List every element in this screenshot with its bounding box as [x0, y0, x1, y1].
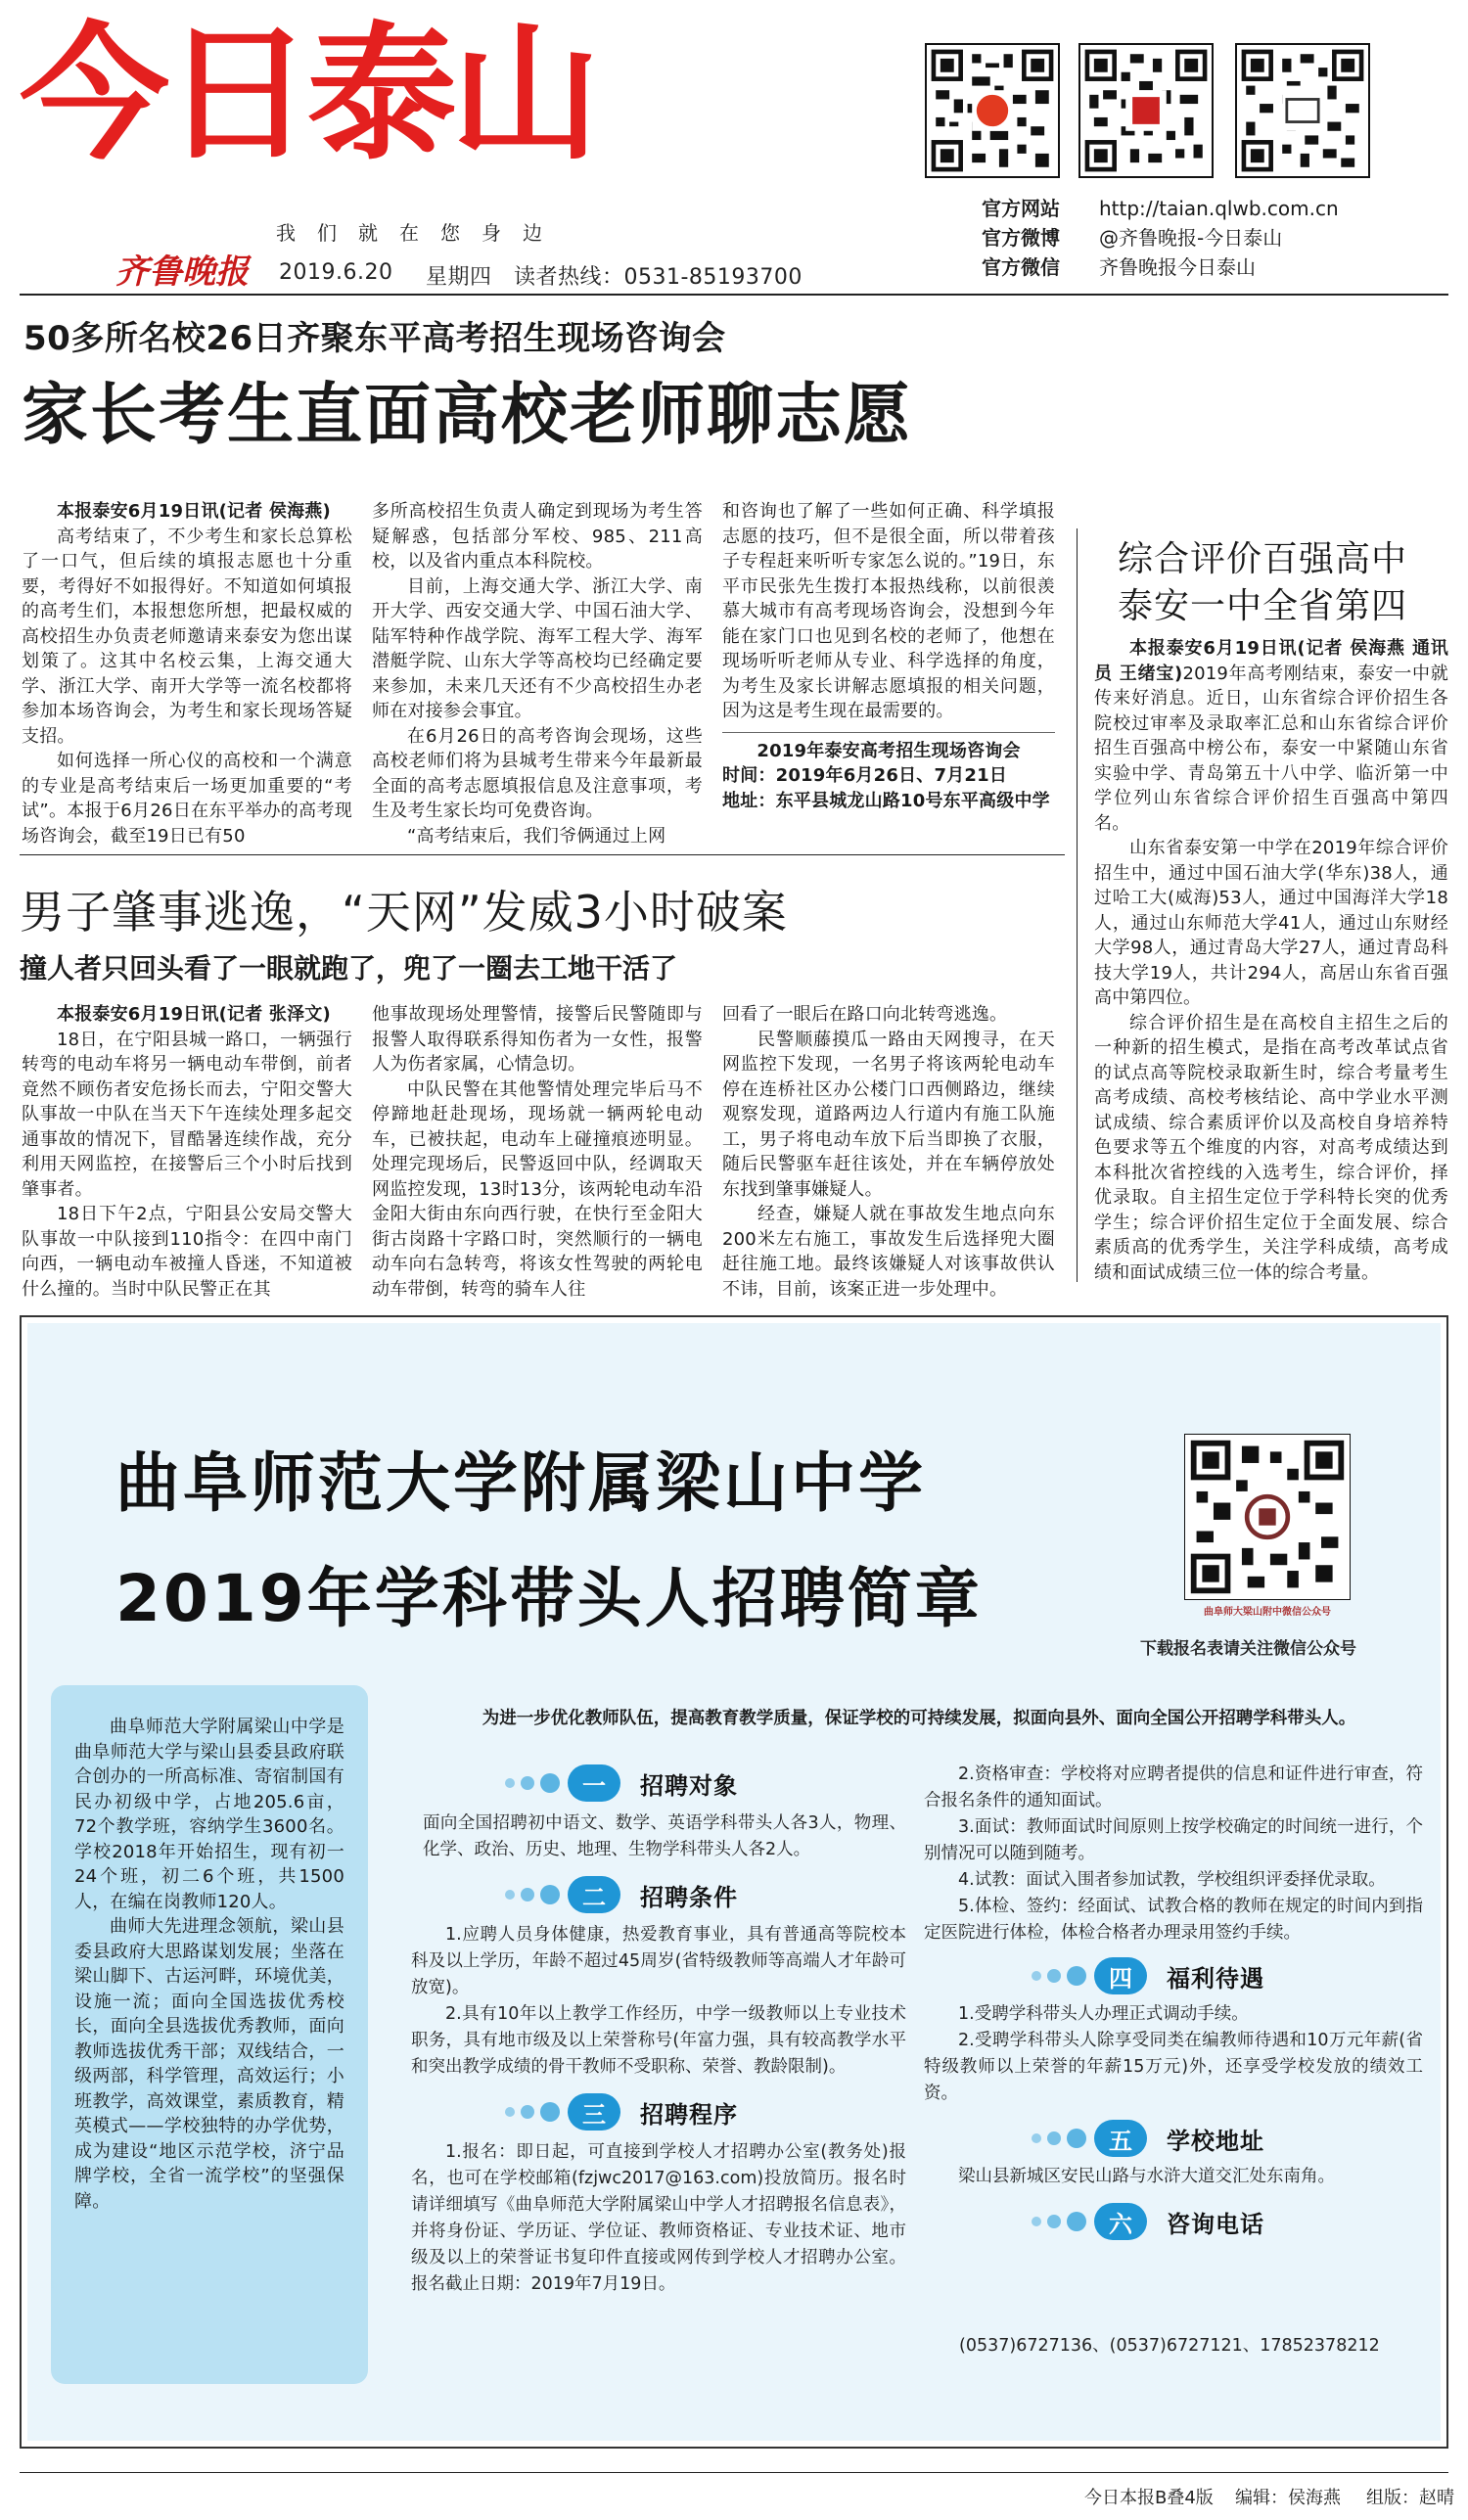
ad-qr-caption: 曲阜师大梁山附中微信公众号: [1204, 1607, 1331, 1618]
official-wechat-row: 官方微信 齐鲁晚报今日泰山: [982, 255, 1256, 279]
section-4-text: 1.受聘学科带头人办理正式调动手续。 2.受聘学科带头人除享受同类在编教师待遇和10万元年薪(省特级教师以上荣誉的年薪15万元)外，还享受学校发放的绩效工资。: [924, 2004, 1423, 2103]
official-channels: [982, 194, 1451, 282]
section-5-text: 梁山县新城区安民山路与水浒大道交汇处东南角。: [958, 2167, 1335, 2186]
footer-editor: 编辑：侯海燕: [1235, 2488, 1341, 2508]
section-heading-1: 一 招聘对象: [411, 1762, 906, 1805]
article1-col1: 本报泰安6月19日讯(记者 侯海燕) 高考结束了，不少考生和家长总算松了一口气，但后续的填报志愿也十分重要，考得好不如报得好。不知道如何填报的高考生们，本报想您所想，把最权威的高校招生办负责老师邀请来泰安为您出谋划策了。这其中名校云集，上海交通大学、浙江大学、南开大学等一流名校都将参加本场咨询会，为考生和家长现场答疑支招。 如何选择一所心仪的高校和一个满意的专业是高考结束后一场更加重要的“考试”。本报于6月26日在东平举办的高考现场咨询会，截至19日已有50: [22, 501, 352, 847]
section-1-text: 面向全国招聘初中语文、数学、英语学科带头人各3人，物理、化学、政治、历史、地理、生物学科带头人各2人。: [423, 1813, 906, 1859]
section-heading-2: 二 招聘条件: [411, 1873, 906, 1916]
section-heading-4: 四 福利待遇: [924, 1954, 1423, 1997]
article2-byline: 本报泰安6月19日讯(记者 张泽文): [57, 1004, 331, 1025]
footer-page: 今日本报B叠4版: [1084, 2488, 1214, 2508]
article2-subheadline: 撞人者只回头看了一眼就跑了，兜了一圈去工地干活了: [20, 952, 678, 985]
masthead-slogan: 我们就在您身边: [276, 221, 564, 245]
section-2-text: 1.应聘人员身体健康，热爱教育事业，具有普通高等院校本科及以上学历，年龄不超过45周岁(省特级教师等高端人才年龄可放宽)。 2.具有10年以上教学工作经历，中学一级教师以上专业技术职务，具有地市级及以上荣誉称号(年富力强，具有较高教学水平和突出教学成绩的骨干教师不受职称、荣誉、教龄限制)。: [411, 1925, 906, 2077]
section-heading-6: 六 咨询电话: [924, 2200, 1423, 2243]
section-3-text: 1.报名：即日起，可直接到学校人才招聘办公室(教务处)报名，也可在学校邮箱(fzjwc2017@163.com)投放简历。报名时请详细填写《曲阜师范大学附属梁山中学人才招聘报名信息表》，并将身份证、学历证、学位证、教师资格证、专业技术证、地市级及以上的荣誉证书复印件直接或网传到学校人才招聘办公室。报名截止日期：2019年7月19日。: [411, 2142, 906, 2294]
qr-code-icon: [925, 43, 1060, 178]
section-6-phone: (0537)6727136、(0537)6727121、17852378212: [959, 2336, 1380, 2356]
article2-col2: 他事故现场处理警情，接警后民警随即与报警人取得联系得知伤者为一女性，报警人为伤者家属，心情急切。 中队民警在其他警情处理完毕后马不停蹄地赶赴现场，现场就一辆两轮电动车，已被扶起，电动车上碰撞痕迹明显。处理完现场后，民警返回中队，经调取天网监控发现，13时13分，该两轮电动车沿金阳大街由东向西行驶，在快行至金阳大街古岗路十字路口时，突然顺行的一辆电动车向右急转弯，将该女性驾驶的两轮电动车带倒，转弯的骑车人往: [372, 1004, 703, 1300]
side-article-byline: 本报泰安6月19日讯(记者 侯海燕 通讯员 王绪宝): [1094, 638, 1448, 684]
event-title: 2019年泰安高考招生现场咨询会: [757, 740, 1021, 761]
article1-col2: 多所高校招生负责人确定到现场为考生答疑解惑，包括部分军校、985、211高校，以及省内重点本科院校。 目前，上海交通大学、浙江大学、南开大学、西安交通大学、中国石油大学、陆军特种作战学院、海军工程大学、海军潜艇学院、山东大学等高校均已经确定要来参加，未来几天还有不少高校招生办老师在对接参会事宜。 在6月26日的高考咨询会现场，这些高校老师们将为县城考生带来今年最新最全面的高考志愿填报信息及注意事项，考生及考生家长均可免费咨询。 “高考结束后，我们爷俩通过上网: [372, 501, 703, 847]
section-heading-5: 五 学校地址: [924, 2117, 1423, 2160]
side-article-body: 本报泰安6月19日讯(记者 侯海燕 通讯员 王绪宝)2019年高考刚结束，泰安一中就传来好消息。近日，山东省综合评价招生各院校过审率及录取率汇总和山东省综合评价招生百强高中榜公布，泰安一中紧随山东省实验中学、青岛第五十八中学、临沂第一中学位列山东省综合评价招生百强高中第四名。 山东省泰安第一中学在2019年综合评价招生中，通过中国石油大学(华东)38人，通过哈工大(威海)53人，通过中国海洋大学18人，通过山东师范大学41人，通过山东财经大学98人，通过青岛大学27人，通过青岛科技大学19人，共计294人，高居山东省百强高中第四位。 综合评价招生是在高校自主招生之后的一种新的招生模式，是指在高考改革试点省的试点高等院校录取新生时，综合考量考生高考成绩、高校考核结论、高中学业水平测试成绩、综合素质评价以及高校自身培养特色要求等五个维度的内容，对高考成绩达到本科批次省控线的入选考生，综合评价，择优录取。自主招生定位于学科特长突的优秀学生；综合评价招生定位于全面发展、综合素质高的优秀学生，关注学科成绩，高考成绩和面试成绩三位一体的综合考量。: [1094, 638, 1448, 1283]
article-divider: [20, 854, 1065, 855]
ad-title-line1: 曲阜师范大学附属梁山中学: [115, 1445, 926, 1521]
reader-hotline: 读者热线：0531-85193700: [514, 265, 803, 290]
qr-code-icon: [1078, 43, 1214, 178]
paper-name-logo: 齐鲁晚报: [115, 252, 249, 292]
qr-code-icon: [1235, 43, 1370, 178]
ad-title-line2: 2019年学科带头人招聘简章: [115, 1561, 983, 1636]
article2-col1: 本报泰安6月19日讯(记者 张泽文) 18日，在宁阳县城一路口，一辆强行转弯的电动车将另一辆电动车带倒，前者竟然不顾伤者安危扬长而去，宁阳交警大队事故一中队在当天下午连续处理多起交通事故的情况下，冒酷暑连续作战，充分利用天网监控，在接警后三个小时后找到肇事者。 18日下午2点，宁阳县公安局交警大队事故一中队接到110指令：在四中南门向西，一辆电动车被撞人昏迷，不知道被什么撞的。当时中队民警正在其: [22, 1004, 352, 1300]
issue-weekday: 星期四: [426, 265, 492, 290]
official-wechat-name: 齐鲁晚报今日泰山: [1099, 255, 1256, 279]
qr-code-icon: [1184, 1434, 1351, 1600]
issue-date: 2019.6.20: [279, 260, 393, 285]
masthead-divider: [20, 294, 1448, 296]
ad-intro: 为进一步优化教师队伍，提高教育教学质量，保证学校的可持续发展，拟面向县外、面向全国公开招聘学科带头人。: [482, 1709, 1356, 1728]
masthead-title: 今日泰山: [20, 10, 595, 180]
footer-layout: 组版：赵晴: [1366, 2488, 1454, 2508]
official-website-row: 官方网站 http://taian.qlwb.com.cn: [982, 197, 1339, 220]
event-time: 时间：2019年6月26日、7月21日: [722, 765, 1008, 786]
official-website-link[interactable]: http://taian.qlwb.com.cn: [1099, 197, 1339, 220]
procedure-step-5: 5.体检、签约：经面试、试教合格的教师在规定的时间内到指定医院进行体检，体检合格者办理录用签约手续。: [924, 1897, 1423, 1943]
official-weibo-handle: @齐鲁晚报-今日泰山: [1099, 226, 1283, 250]
procedure-step-2: 2.资格审查：学校将对应聘者提供的信息和证件进行审查，符合报名条件的通知面试。: [924, 1764, 1423, 1810]
article2-col3: 回看了一眼后在路口向北转弯逃逸。 民警顺藤摸瓜一路由天网搜寻，在天网监控下发现，一名男子将该两轮电动车停在连桥社区办公楼门口西侧路边，继续观察发现，道路两边人行道内有施工队施工，男子将电动车放下后当即换了衣服，随后民警驱车赶往该处，并在车辆停放处东找到肇事嫌疑人。 经查，嫌疑人就在事故发生地点向东200米左右施工，事故发生后选择兜大圈赶往施工地。最终该嫌疑人对该事故供认不讳，目前，该案正进一步处理中。: [722, 1004, 1055, 1300]
event-info-box: [722, 732, 1055, 814]
school-intro-text: 曲阜师范大学附属梁山中学是曲阜师范大学与梁山县委县政府联合创办的一所高标准、寄宿制国有民办初级中学，占地205.6亩，72个教学班，容纳学生3600名。学校2018年开始招生，现有初一24个班，初二6个班，共1500人，在编在岗教师120人。 曲师大先进理念领航，梁山县委县政府大思路谋划发展；坐落在梁山脚下、古运河畔，环境优美，设施一流；面向全国选拔优秀校长，面向全县选拔优秀教师，面向教师选拔优秀干部；双线结合，一级两部，科学管理，高效运行；小班教学，高效课堂，素质教育，精英模式——学校独特的办学优势，成为建设“地区示范学校，济宁品牌学校，全省一流学校”的坚强保障。: [74, 1717, 344, 2212]
procedure-step-3: 3.面试：教师面试时间原则上按学校确定的时间统一进行，个别情况可以随到随考。: [924, 1817, 1423, 1863]
section-heading-3: 三 招聘程序: [411, 2090, 906, 2133]
article2-headline: 男子肇事逃逸，“天网”发威3小时破案: [20, 886, 788, 939]
event-address: 地址：东平县城龙山路10号东平高级中学: [722, 790, 1050, 811]
ad-content-right: [924, 1762, 1423, 2243]
article1-byline: 本报泰安6月19日讯(记者 侯海燕): [57, 501, 331, 522]
article1-col3: 和咨询也了解了一些如何正确、科学填报志愿的技巧，但不是很全面，所以带着孩子专程赶来听听专家怎么说的。”19日，东平市民张先生拨打本报热线称，以前很羡慕大城市有高考现场咨询会，没想到今年能在家门口也见到名校的老师了，他想在现场听听老师从专业、科学选择的角度，为考生及家长讲解志愿填报的相关问题，因为这是考生现在最需要的。 2019年泰安高考招生现场咨询会 时间：2019年6月26日、7月21日 地址：东平县城龙山路10号东平高级中学: [722, 499, 1055, 813]
column-divider: [1077, 528, 1078, 1282]
article1-headline: 家长考生直面高校老师聊志愿: [22, 377, 913, 454]
footer-divider: [20, 2472, 1448, 2473]
ad-qr-note: 下载报名表请关注微信公众号: [1140, 1639, 1356, 1659]
official-weibo-row: 官方微博 @齐鲁晚报-今日泰山: [982, 226, 1283, 250]
ad-content-left: [411, 1762, 906, 2298]
side-article-headline: 综合评价百强高中 泰安一中全省第四: [1118, 539, 1408, 626]
article1-kicker: 50多所名校26日齐聚东平高考招生现场咨询会: [23, 319, 726, 358]
procedure-step-4: 4.试教：面试入围者参加试教，学校组织评委择优录取。: [958, 1870, 1386, 1890]
